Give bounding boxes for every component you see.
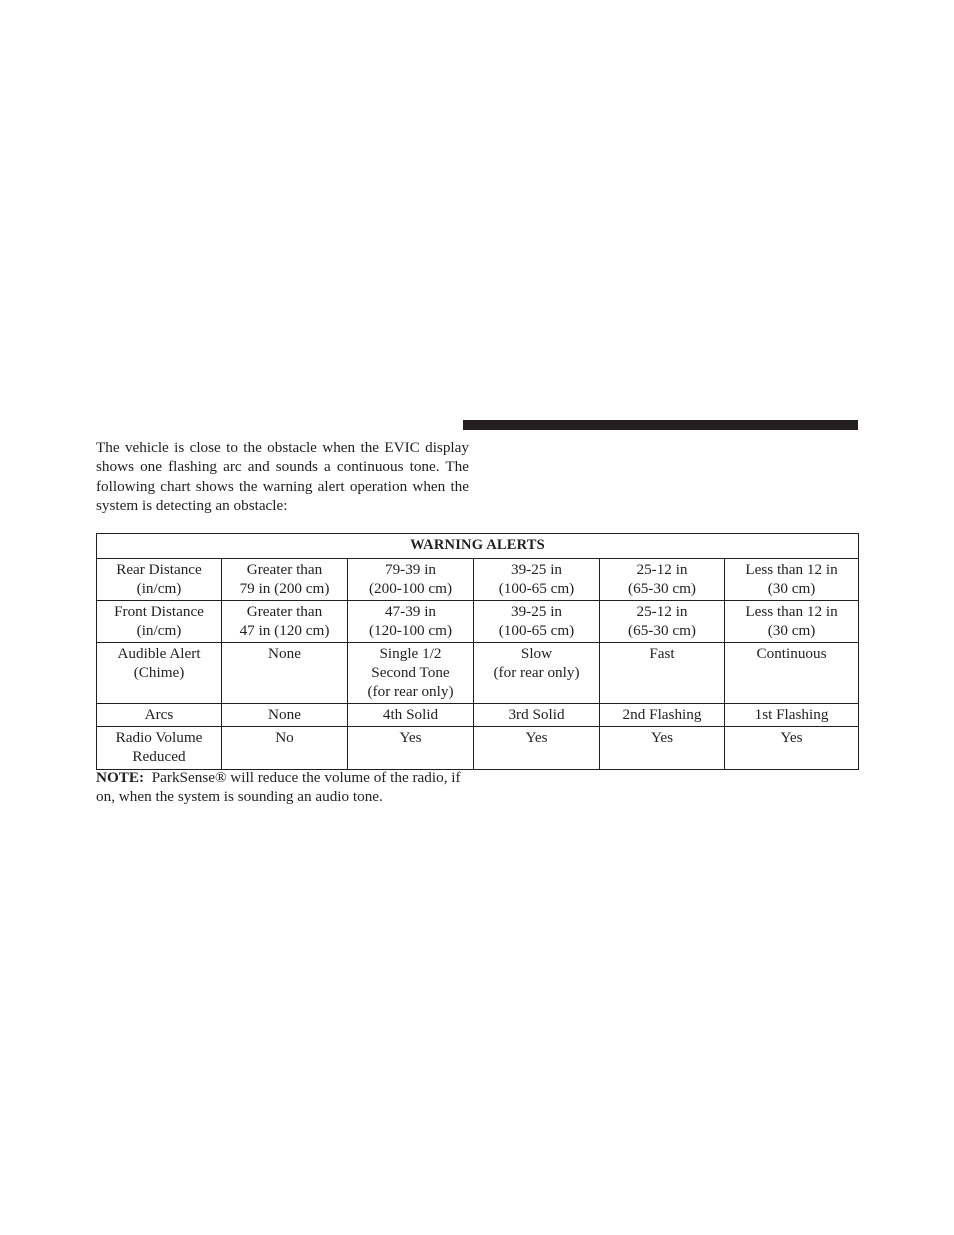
table-cell: None bbox=[222, 704, 348, 727]
warning-alerts-table bbox=[96, 533, 859, 770]
table-cell: Arcs bbox=[97, 704, 222, 727]
note-text: ParkSense® will reduce the volume of the radio, if on, when the system is sounding an audio tone. bbox=[96, 769, 461, 806]
table-cell: Front Distance (in/cm) bbox=[97, 601, 222, 643]
table-cell: 47-39 in (120-100 cm) bbox=[348, 601, 474, 643]
table-cell: 25-12 in (65-30 cm) bbox=[600, 601, 725, 643]
table-row-radio-volume bbox=[97, 727, 859, 770]
table-cell: Radio Volume Reduced bbox=[97, 727, 222, 770]
table-cell: Rear Distance (in/cm) bbox=[97, 559, 222, 601]
section-header-bar bbox=[463, 420, 858, 430]
table-cell: 39-25 in (100-65 cm) bbox=[474, 601, 600, 643]
table-cell: Less than 12 in (30 cm) bbox=[725, 601, 859, 643]
table-cell: Audible Alert (Chime) bbox=[97, 643, 222, 704]
table-cell: Yes bbox=[348, 727, 474, 770]
table-cell: 39-25 in (100-65 cm) bbox=[474, 559, 600, 601]
table-cell: 25-12 in (65-30 cm) bbox=[600, 559, 725, 601]
table-cell: Single 1/2 Second Tone (for rear only) bbox=[348, 643, 474, 704]
table-cell: 2nd Flashing bbox=[600, 704, 725, 727]
table-cell: 79-39 in (200-100 cm) bbox=[348, 559, 474, 601]
table-cell: Less than 12 in (30 cm) bbox=[725, 559, 859, 601]
intro-paragraph: The vehicle is close to the obstacle when the EVIC display shows one flashing arc and sounds a continuous tone. The following chart shows the warning alert operation when the system is detecting an obstacle: bbox=[96, 439, 469, 514]
table-row-arcs bbox=[97, 704, 859, 727]
table-cell: Slow (for rear only) bbox=[474, 643, 600, 704]
table-cell: None bbox=[222, 643, 348, 704]
table-row-front-distance bbox=[97, 601, 859, 643]
table-cell: Yes bbox=[725, 727, 859, 770]
table-cell: 4th Solid bbox=[348, 704, 474, 727]
table-row-audible-alert bbox=[97, 643, 859, 704]
table-cell: Greater than 79 in (200 cm) bbox=[222, 559, 348, 601]
table-cell: Fast bbox=[600, 643, 725, 704]
table-row-rear-distance bbox=[97, 559, 859, 601]
table-cell: 1st Flashing bbox=[725, 704, 859, 727]
table-cell: Continuous bbox=[725, 643, 859, 704]
table-cell: Yes bbox=[474, 727, 600, 770]
note-label: NOTE: bbox=[96, 769, 145, 786]
table-title: WARNING ALERTS bbox=[97, 534, 859, 559]
table-cell: 3rd Solid bbox=[474, 704, 600, 727]
note-paragraph bbox=[96, 768, 476, 807]
table-cell: Yes bbox=[600, 727, 725, 770]
table-cell: Greater than 47 in (120 cm) bbox=[222, 601, 348, 643]
table-cell: No bbox=[222, 727, 348, 770]
